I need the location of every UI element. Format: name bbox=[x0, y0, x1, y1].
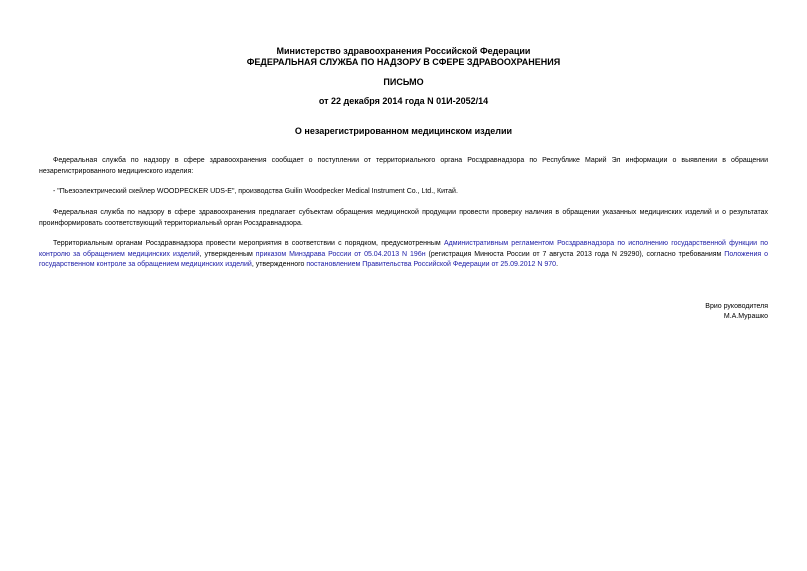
paragraph-text: . bbox=[556, 261, 559, 268]
paragraph-notification: Федеральная служба по надзору в сфере здравоохранения сообщает о поступлении от территориального органа Росздравнадзора по Республике Марий Эл информации о выявлении в обращении незарегистрированного медицинского изделия: bbox=[39, 157, 768, 175]
document-subject: О незарегистрированном медицинском изделии bbox=[294, 126, 513, 136]
link-ministry-order[interactable]: приказом Минздрава России от 05.04.2013 N 196н bbox=[255, 250, 426, 258]
paragraph-proposal: Федеральная служба по надзору в сфере здравоохранения предлагает субъектам обращения медицинской продукции провести проверку наличия в обращении указанных медицинских изделий и о результатах проинформировать соответствующий территориальный орган Росздравнадзора. bbox=[39, 209, 768, 227]
link-control-regulation[interactable]: Положения о государственном контроле за обращением медицинских изделий bbox=[39, 250, 769, 268]
link-government-decree[interactable]: постановлением Правительства Российской Федерации от 25.09.2012 N 970 bbox=[306, 261, 557, 268]
paragraph-text: Территориальным органам Росздравнадзора провести мероприятия в соответствии с порядком, предусмотренным bbox=[53, 240, 444, 247]
paragraph-text: (регистрация Минюста России от 7 августа 2013 года N 29290), согласно требованиям bbox=[425, 250, 725, 258]
document-type: ПИСЬМО bbox=[383, 77, 424, 87]
signature-position: Врио руководителя bbox=[705, 303, 768, 310]
ministry-title: Министерство здравоохранения Российской Федерации bbox=[276, 46, 531, 56]
link-admin-regulation[interactable]: Административным регламентом Росздравнадзора по исполнению государственной функции по контролю за обращением медицинских изделий bbox=[39, 240, 768, 258]
document-date-number: от 22 декабря 2014 года N 01И-2052/14 bbox=[318, 96, 489, 106]
paragraph-text: , утвержденного bbox=[251, 261, 307, 268]
signature-name: М.А.Мурашко bbox=[723, 313, 768, 320]
paragraph-instructions bbox=[39, 239, 768, 271]
paragraph-text: , утвержденным bbox=[199, 250, 256, 258]
service-title: ФЕДЕРАЛЬНАЯ СЛУЖБА ПО НАДЗОРУ В СФЕРЕ ЗДРАВООХРАНЕНИЯ bbox=[246, 57, 561, 67]
paragraph-device-item: - "Пьезоэлектрический скейлер WOODPECKER UDS-E", производства Guilin Woodpecker Medical Instrument Co., Ltd., Китай. bbox=[53, 188, 458, 195]
